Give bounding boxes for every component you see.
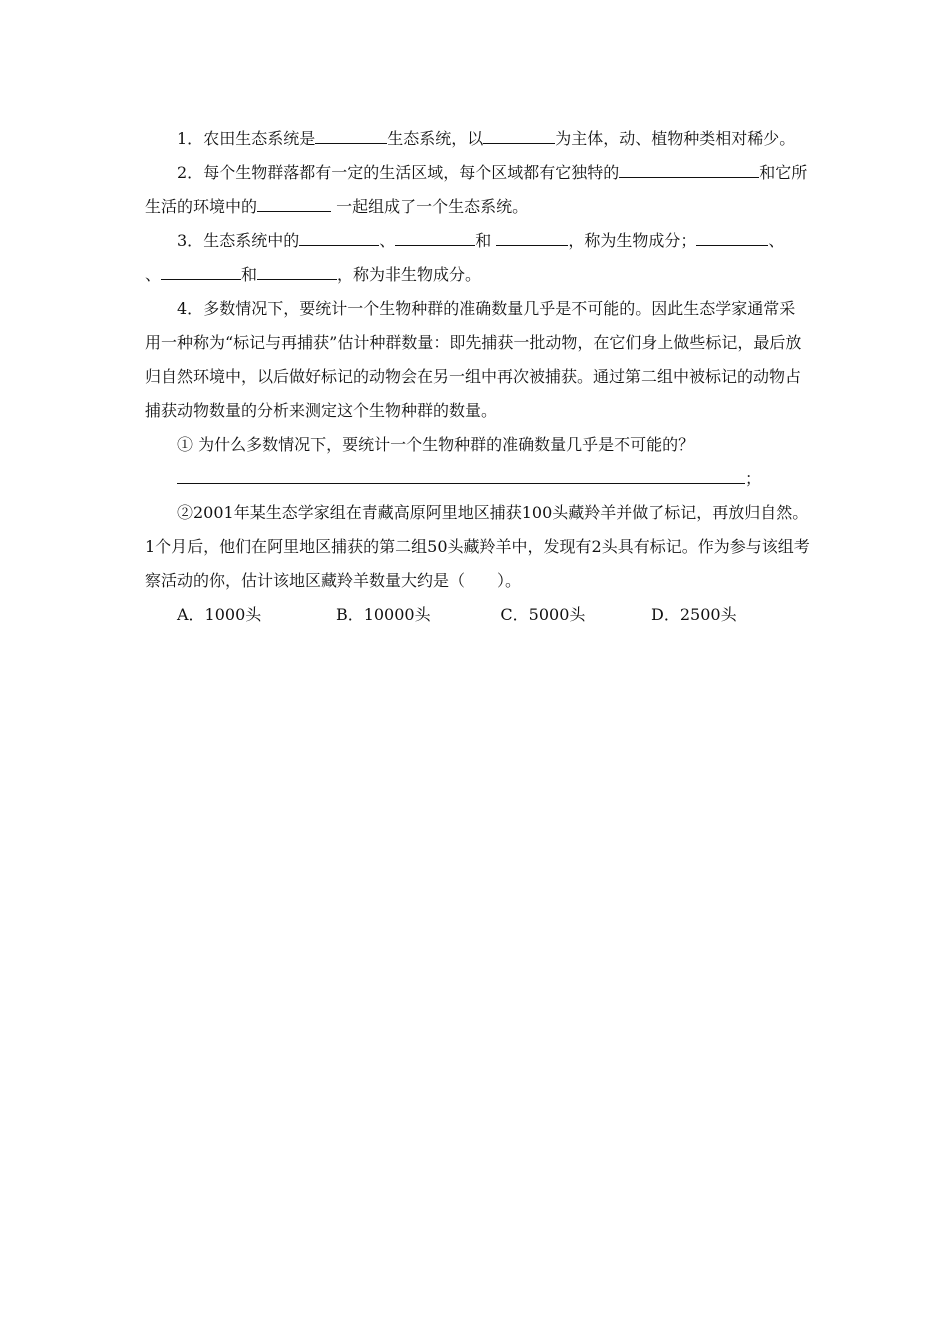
q2-blank-1[interactable] xyxy=(619,161,759,178)
worksheet xyxy=(145,122,810,632)
q3-sep-3: 、 xyxy=(768,231,785,250)
q3-blank-5[interactable] xyxy=(161,263,241,280)
q1-blank-2[interactable] xyxy=(483,127,555,144)
q3-sep-2: 和 xyxy=(475,231,497,250)
q3-blank-3[interactable] xyxy=(496,229,568,246)
option-b[interactable]: B．10000头 xyxy=(335,605,431,624)
q2-number: 2． xyxy=(177,163,204,182)
answer-line[interactable] xyxy=(177,463,745,484)
options xyxy=(177,598,810,632)
q3-number: 3． xyxy=(177,231,204,250)
q2-text-1: 每个生物群落都有一定的生活区域，每个区域都有它独特的 xyxy=(203,163,620,182)
question-1 xyxy=(145,122,810,156)
answer-end: ； xyxy=(745,469,762,488)
q3-blank-4[interactable] xyxy=(696,229,768,246)
q1-text-3: 为主体，动、植物种类相对稀少。 xyxy=(555,129,796,148)
q4-text: 多数情况下，要统计一个生物种群的准确数量几乎是不可能的。因此生态学家通常采用一种称为“标记与再捕获”估计种群数量：即先捕获一批动物，在它们身上做些标记，最后放归自然环境中，以后做好标记的动物会在另一组中再次被捕获。通过第二组中被标记的动物占捕获动物数量的分析来测定这个生物种群的数量。 xyxy=(145,299,802,420)
option-a[interactable]: A．1000头 xyxy=(177,605,262,624)
q3-text-3: ，称为非生物成分。 xyxy=(337,265,482,284)
q2-text-3: 一起组成了一个生态系统。 xyxy=(331,197,529,216)
q3-blank-2[interactable] xyxy=(395,229,475,246)
question-2 xyxy=(145,156,810,224)
question-4-sub-2: ②2001年某生态学家组在青藏高原阿里地区捕获100头藏羚羊并做了标记，再放归自然。1个月后，他们在阿里地区捕获的第二组50头藏羚羊中，发现有2头具有标记。作为参与该组考察活动的你，估计该地区藏羚羊数量大约是（ ）。 xyxy=(145,503,810,590)
q3-sep-4: 、 xyxy=(145,265,162,284)
q3-blank-1[interactable] xyxy=(299,229,379,246)
q1-text-2: 生态系统，以 xyxy=(387,129,484,148)
option-d[interactable]: D．2500头 xyxy=(651,605,737,624)
answer-row xyxy=(145,462,810,496)
q2-blank-2[interactable] xyxy=(257,195,331,212)
option-c[interactable]: C．5000头 xyxy=(500,605,586,624)
q1-number: 1． xyxy=(177,129,204,148)
q3-text-1: 生态系统中的 xyxy=(203,231,300,250)
question-4 xyxy=(145,292,810,428)
q3-blank-6[interactable] xyxy=(257,263,337,280)
q4-number: 4． xyxy=(177,299,204,318)
q3-sep-5: 和 xyxy=(241,265,258,284)
question-4-sub-1: ① 为什么多数情况下，要统计一个生物种群的准确数量几乎是不可能的？ xyxy=(177,435,695,454)
q1-blank-1[interactable] xyxy=(315,127,387,144)
q1-text-1: 农田生态系统是 xyxy=(203,129,316,148)
q2-text-2: 和它所生活的环境中的 xyxy=(145,163,808,216)
q3-sep-1: 、 xyxy=(379,231,396,250)
question-3 xyxy=(145,224,810,292)
q3-text-2: ，称为生物成分； xyxy=(568,231,697,250)
